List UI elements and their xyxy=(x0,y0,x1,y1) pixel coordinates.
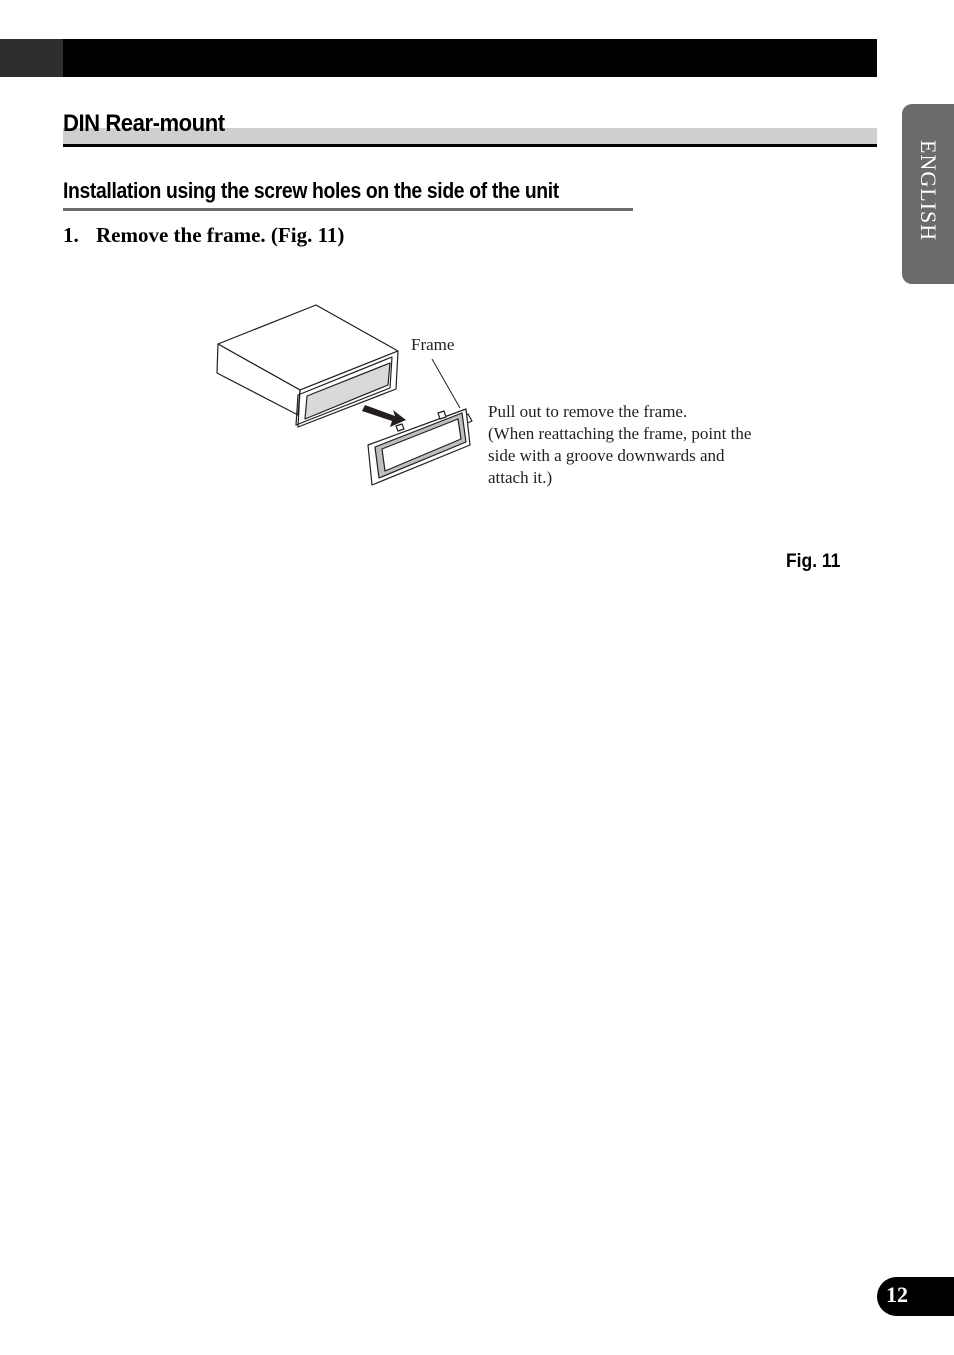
frame-label: Frame xyxy=(411,335,455,354)
caption-line: attach it.) xyxy=(488,468,553,487)
caption-line: Pull out to remove the frame. xyxy=(488,402,688,421)
section-title: DIN Rear-mount xyxy=(63,110,225,137)
figure-number: Fig. 11 xyxy=(786,551,841,572)
page-number: 12 xyxy=(886,1282,908,1307)
frame-removal-illustration xyxy=(210,295,490,495)
step-number: 1. xyxy=(63,223,79,247)
language-tab xyxy=(902,104,954,284)
frame-drawing xyxy=(368,409,472,485)
header-bar-tab xyxy=(0,39,63,77)
step-text: Remove the frame. (Fig. 11) xyxy=(96,223,345,247)
step-1 xyxy=(63,223,344,248)
page-number-badge xyxy=(877,1277,954,1316)
subsection-rule xyxy=(63,208,633,211)
header-bar xyxy=(0,39,877,77)
caption-line: side with a groove downwards and xyxy=(488,446,725,465)
pull-arrow-icon xyxy=(362,405,406,427)
figure-caption xyxy=(488,401,788,489)
language-tab-label: ENGLISH xyxy=(916,140,941,242)
caption-line: (When reattaching the frame, point the xyxy=(488,424,752,443)
frame-leader-line xyxy=(432,359,460,408)
section-title-rule xyxy=(63,144,877,147)
subsection-title: Installation using the screw holes on the side of the unit xyxy=(63,178,559,203)
